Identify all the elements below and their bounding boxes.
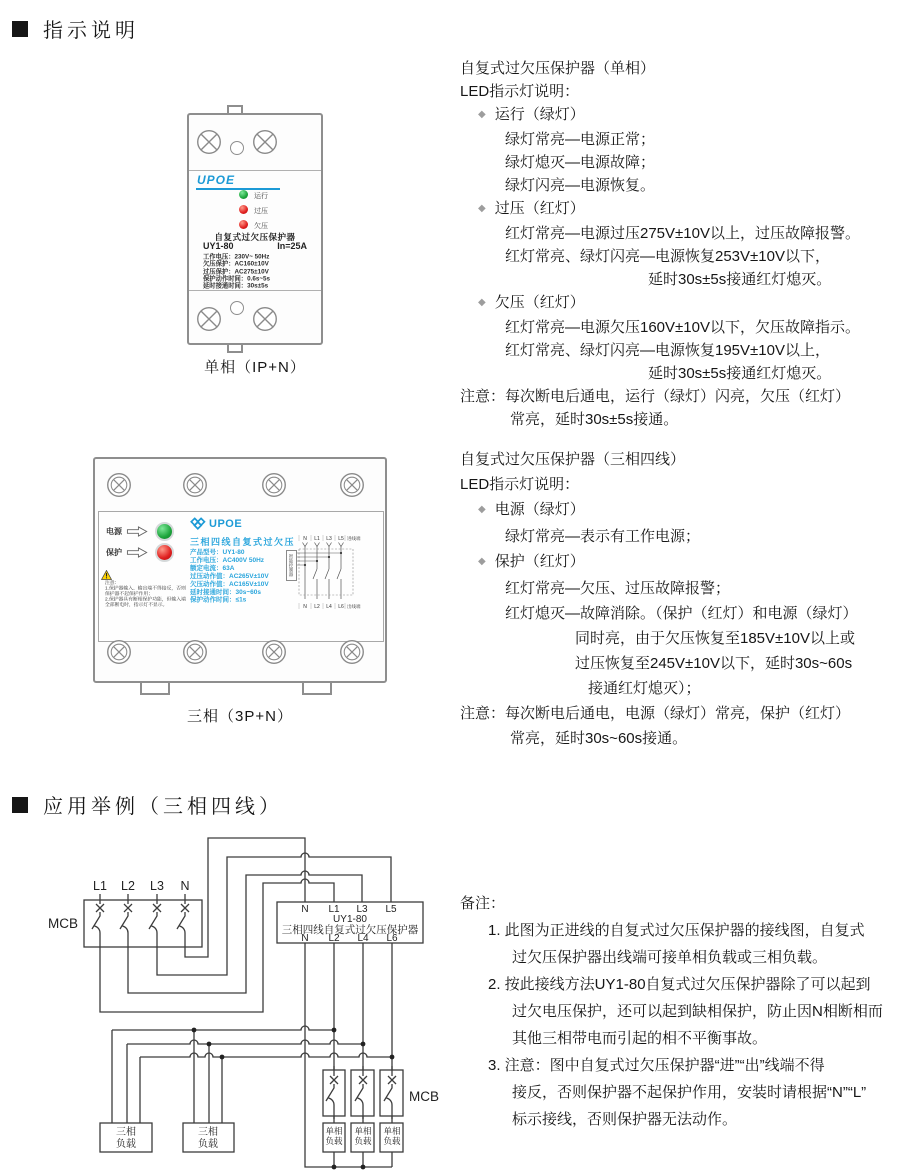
- device-model-row: [203, 241, 307, 251]
- three-phase-caption: 三相（3P+N）: [187, 708, 293, 725]
- arrow-right-icon: [126, 547, 149, 558]
- note-line: [460, 245, 908, 268]
- svg-text:L6: L6: [386, 933, 398, 944]
- note-line: [460, 497, 908, 524]
- screw-terminal-icon: [339, 639, 365, 665]
- power-led-green: [155, 522, 174, 541]
- remark-text: 1. 此图为正进线的自复式过欠压保护器的接线图，自复式: [488, 922, 865, 939]
- mini-term: L6: [338, 604, 344, 610]
- screw-terminal-icon: [106, 472, 132, 498]
- note-text: 同时亮，由于欠压恢复至185V±10V以上或: [575, 630, 855, 647]
- spec-line: 产品型号：UY1-80: [190, 549, 245, 557]
- spec-line: 工作电压：230V~ 50Hz: [203, 253, 270, 260]
- remark-line: [460, 1052, 908, 1079]
- diamond-bullet-icon: ◆: [478, 109, 486, 120]
- note-text: LED指示灯说明：: [460, 83, 580, 100]
- note-line: [460, 472, 908, 497]
- protect-led-red: [155, 543, 174, 562]
- note-text: 红灯常亮、绿灯闪亮—电源恢复195V±10V以上，: [505, 342, 830, 359]
- device-title: 三相四线自复式过欠压: [190, 537, 296, 547]
- warning-line: 2.保护器具有断相保护功能，但输入端全部断电时，指示灯不显示。: [105, 596, 186, 608]
- led-label-overvoltage: 过压: [254, 208, 268, 215]
- note-line: [460, 362, 908, 385]
- remark-line: [460, 998, 908, 1025]
- faceplate-mini-diagram: [285, 533, 363, 613]
- screw-terminal-icon: [182, 639, 208, 665]
- note-line: [460, 576, 908, 601]
- note-line: [460, 291, 908, 316]
- note-text: 绿灯常亮—表示有工作电源；: [505, 528, 701, 545]
- brand-knot-icon: [190, 516, 207, 531]
- svg-text:L3: L3: [150, 879, 164, 893]
- led-label-run: 运行: [254, 193, 268, 200]
- remark-text: 2. 按此接线方法UY1-80自复式过欠压保护器除了可以起到: [488, 976, 871, 993]
- mini-term: L1: [314, 536, 320, 542]
- svg-text:L2: L2: [328, 933, 340, 944]
- note-text: 绿灯常亮—电源正常；: [505, 131, 656, 148]
- note-text: 接通红灯熄灭）；: [588, 680, 701, 697]
- note-line: [460, 601, 908, 626]
- svg-text:L2: L2: [121, 879, 135, 893]
- section-title: 指示说明: [43, 20, 139, 42]
- remark-text: 标示接线，否则保护器无法动作。: [512, 1111, 738, 1128]
- note-text: 红灯常亮—电源欠压160V±10V以下，欠压故障指示。: [505, 319, 860, 336]
- warning-line: 1.保护器输入、输出端不得接反，否则保护器不起保护作用；: [105, 585, 186, 597]
- diamond-bullet-icon: ◆: [478, 203, 486, 214]
- din-tab-bottom: [227, 343, 243, 353]
- led-notes-three-phase: [460, 447, 908, 751]
- mini-term: L4: [326, 604, 332, 610]
- note-line: [460, 222, 908, 245]
- remark-line: [460, 971, 908, 998]
- svg-text:L1: L1: [93, 879, 107, 893]
- note-line: [460, 726, 908, 751]
- svg-text:L3: L3: [356, 904, 368, 915]
- led-label-undervoltage: 欠压: [254, 223, 268, 230]
- spec-line: 延时接通时间：30s±5s: [203, 281, 269, 289]
- spec-line: 工作电压：AC400V 50Hz: [190, 556, 265, 565]
- note-text: 常亮，延时30s~60s接通。: [510, 730, 688, 747]
- diamond-bullet-icon: ◆: [478, 556, 486, 567]
- mini-term: N: [303, 604, 307, 610]
- application-remarks: [460, 890, 908, 1133]
- mcb-label: MCB: [48, 916, 78, 931]
- device-title: 自复式过欠压保护器: [214, 232, 296, 242]
- brand-logo: UPOE: [197, 173, 236, 187]
- svg-text:负载: 负载: [116, 1139, 136, 1150]
- remark-text: 过欠电压保护，还可以起到缺相保护，防止因N相断相而: [512, 1003, 883, 1020]
- note-line: [460, 676, 908, 701]
- remark-text: 其他三相带电而引起的相不平衡事故。: [512, 1030, 768, 1047]
- note-text: 红灯熄灭—故障消除。（保护（红灯）和电源（绿灯）: [505, 605, 858, 622]
- rated-current: In=25A: [277, 241, 307, 251]
- svg-text:负载: 负载: [354, 1136, 372, 1146]
- note-line: [460, 701, 908, 726]
- protector-name: 三相四线自复式过欠压保护器: [281, 924, 419, 936]
- mini-out-side: 出线端: [347, 604, 361, 609]
- note-text: 红灯常亮—欠压、过压故障报警；: [505, 580, 731, 597]
- section-title: 应用举例（三相四线）: [43, 796, 283, 818]
- note-line: [460, 316, 908, 339]
- remark-text: 3. 注意：图中自复式过欠压保护器“进”“出”线端不得: [488, 1057, 825, 1074]
- device-specs: [203, 253, 321, 289]
- remark-line: [460, 1025, 908, 1052]
- screw-terminal-icon: [252, 129, 278, 155]
- panel-divider: [189, 290, 321, 291]
- spec-line: 过压动作值：AC265V±10V: [190, 572, 269, 580]
- note-text: 注意：每次断电后通电，电源（绿灯）常亮，保护（红灯）: [460, 705, 851, 722]
- remark-line: [460, 917, 908, 944]
- svg-text:三相: 三相: [116, 1127, 136, 1138]
- screw-terminal-icon: [261, 472, 287, 498]
- note-line: [460, 128, 908, 151]
- svg-text:L5: L5: [385, 904, 397, 915]
- protector-model: UY1-80: [333, 914, 367, 925]
- spec-line: 欠压动作值：AC165V±10V: [190, 580, 269, 588]
- note-text: 保护（红灯）: [494, 553, 585, 570]
- single-phase-caption: 单相（IP+N）: [204, 359, 306, 376]
- svg-text:三相: 三相: [198, 1127, 218, 1138]
- note-line: [460, 268, 908, 291]
- spec-line: 额定电流：63A: [190, 564, 235, 573]
- screw-terminal-icon: [182, 472, 208, 498]
- remark-line: [460, 1106, 908, 1133]
- section-marker-square: [12, 21, 28, 37]
- spec-line: 欠压保护：AC160±10V: [203, 260, 269, 268]
- overvoltage-led-red: [239, 205, 248, 214]
- controller-box: 智能控制器: [286, 550, 297, 581]
- screw-terminal-icon: [196, 129, 222, 155]
- section-marker-square: [12, 797, 28, 813]
- spec-line: 过压保护：AC275±10V: [203, 267, 269, 275]
- note-text: 过压恢复至245V±10V以下，延时30s~60s: [575, 655, 853, 672]
- screw-terminal-icon: [252, 306, 278, 332]
- undervoltage-led-red: [239, 220, 248, 229]
- note-line: [460, 197, 908, 222]
- note-line: [460, 524, 908, 549]
- model-number: UY1-80: [203, 241, 234, 251]
- remark-line: [460, 890, 908, 917]
- warning-triangle-icon: [101, 570, 112, 580]
- mini-dashed-frame: [299, 549, 353, 595]
- mcb2-label: MCB: [409, 1089, 439, 1104]
- svg-text:单相: 单相: [325, 1126, 343, 1136]
- svg-text:L4: L4: [357, 933, 369, 944]
- svg-text:L1: L1: [328, 904, 340, 915]
- note-text: LED指示灯说明：: [460, 476, 580, 493]
- note-text: 红灯常亮—电源过压275V±10V以上，过压故障报警。: [505, 225, 860, 242]
- din-clip: [140, 683, 170, 695]
- remark-line: [460, 944, 908, 971]
- svg-text:单相: 单相: [354, 1126, 372, 1136]
- application-wiring-diagram: [30, 820, 450, 1173]
- note-text: 过压（红灯）: [494, 200, 585, 217]
- panel-divider: [189, 170, 321, 171]
- diamond-bullet-icon: ◆: [478, 297, 486, 308]
- note-text: 延时30s±5s接通红灯熄灭。: [648, 365, 832, 382]
- remark-text: 接反，否则保护器不起保护作用，安装时请根据“N”“L”: [512, 1084, 867, 1101]
- three-phase-device: [93, 457, 387, 683]
- note-line: [460, 447, 908, 472]
- brand-logo-row: [190, 516, 242, 531]
- svg-text:负载: 负载: [383, 1136, 401, 1146]
- mcb-input-labels: [93, 879, 189, 893]
- note-text: 红灯常亮、绿灯闪亮—电源恢复253V±10V以下，: [505, 248, 830, 265]
- svg-text:负载: 负载: [198, 1139, 218, 1150]
- section-header-application: [12, 790, 283, 819]
- spec-line: 保护动作时间：≤1s: [190, 596, 247, 604]
- led-notes-single-phase: [460, 57, 908, 431]
- note-line: [460, 549, 908, 576]
- remark-text: 过欠压保护器出线端可接单相负载或三相负载。: [512, 949, 828, 966]
- svg-text:N: N: [301, 904, 309, 915]
- device-warning-notes: [105, 580, 188, 608]
- mini-in-side: 进线端: [347, 536, 361, 541]
- mini-term: L2: [314, 604, 320, 610]
- note-text: 常亮，延时30s±5s接通。: [510, 411, 679, 428]
- note-line: [460, 174, 908, 197]
- note-text: 绿灯熄灭—电源故障；: [505, 154, 656, 171]
- mini-term: N: [303, 536, 307, 542]
- remark-line: [460, 1079, 908, 1106]
- single-phase-device: [187, 113, 323, 345]
- din-tab-top: [227, 105, 243, 115]
- device-specs: [190, 549, 290, 605]
- note-line: [460, 151, 908, 174]
- svg-text:负载: 负载: [325, 1136, 343, 1146]
- note-text: 运行（绿灯）: [494, 106, 585, 123]
- section-header-indicators: [12, 14, 139, 43]
- brand-underline: [196, 188, 280, 190]
- note-line: [460, 385, 908, 408]
- svg-text:单相: 单相: [383, 1126, 401, 1136]
- spec-line: 延时接通时间：30s~60s: [190, 588, 261, 596]
- screw-terminal-icon: [106, 639, 132, 665]
- note-text: 电源（绿灯）: [494, 501, 585, 518]
- note-line: [460, 57, 908, 80]
- note-line: [460, 651, 908, 676]
- svg-text:N: N: [301, 933, 309, 944]
- diamond-bullet-icon: ◆: [478, 504, 486, 515]
- note-text: 延时30s±5s接通红灯熄灭。: [648, 271, 832, 288]
- screw-terminal-icon: [339, 472, 365, 498]
- mini-term: L5: [338, 536, 344, 542]
- note-line: [460, 339, 908, 362]
- note-text: 自复式过欠压保护器（三相四线）: [460, 451, 686, 468]
- brand-name: UPOE: [209, 517, 243, 530]
- note-line: [460, 626, 908, 651]
- screw-terminal-icon: [196, 306, 222, 332]
- wires: [100, 838, 392, 1167]
- note-text: 注意：每次断电后通电，运行（绿灯）闪亮，欠压（红灯）: [460, 388, 851, 405]
- power-led-label: 电源: [106, 527, 122, 536]
- note-text: 绿灯闪亮—电源恢复。: [505, 177, 656, 194]
- run-led-green: [239, 190, 248, 199]
- arrow-right-icon: [126, 526, 149, 537]
- note-line: [460, 103, 908, 128]
- spec-line: 保护动作时间：0.6s~5s: [203, 274, 271, 282]
- din-clip: [302, 683, 332, 695]
- svg-text:N: N: [180, 879, 190, 893]
- protect-led-label: 保护: [106, 548, 122, 557]
- test-hole: [230, 141, 244, 155]
- screw-terminal-icon: [261, 639, 287, 665]
- note-line: [460, 408, 908, 431]
- remark-text: 备注：: [460, 895, 506, 912]
- note-line: [460, 80, 908, 103]
- test-hole: [230, 301, 244, 315]
- warning-title: 注意：: [105, 580, 120, 586]
- note-text: 欠压（红灯）: [494, 294, 585, 311]
- mini-term: L3: [326, 536, 332, 542]
- note-text: 自复式过欠压保护器（单相）: [460, 60, 656, 77]
